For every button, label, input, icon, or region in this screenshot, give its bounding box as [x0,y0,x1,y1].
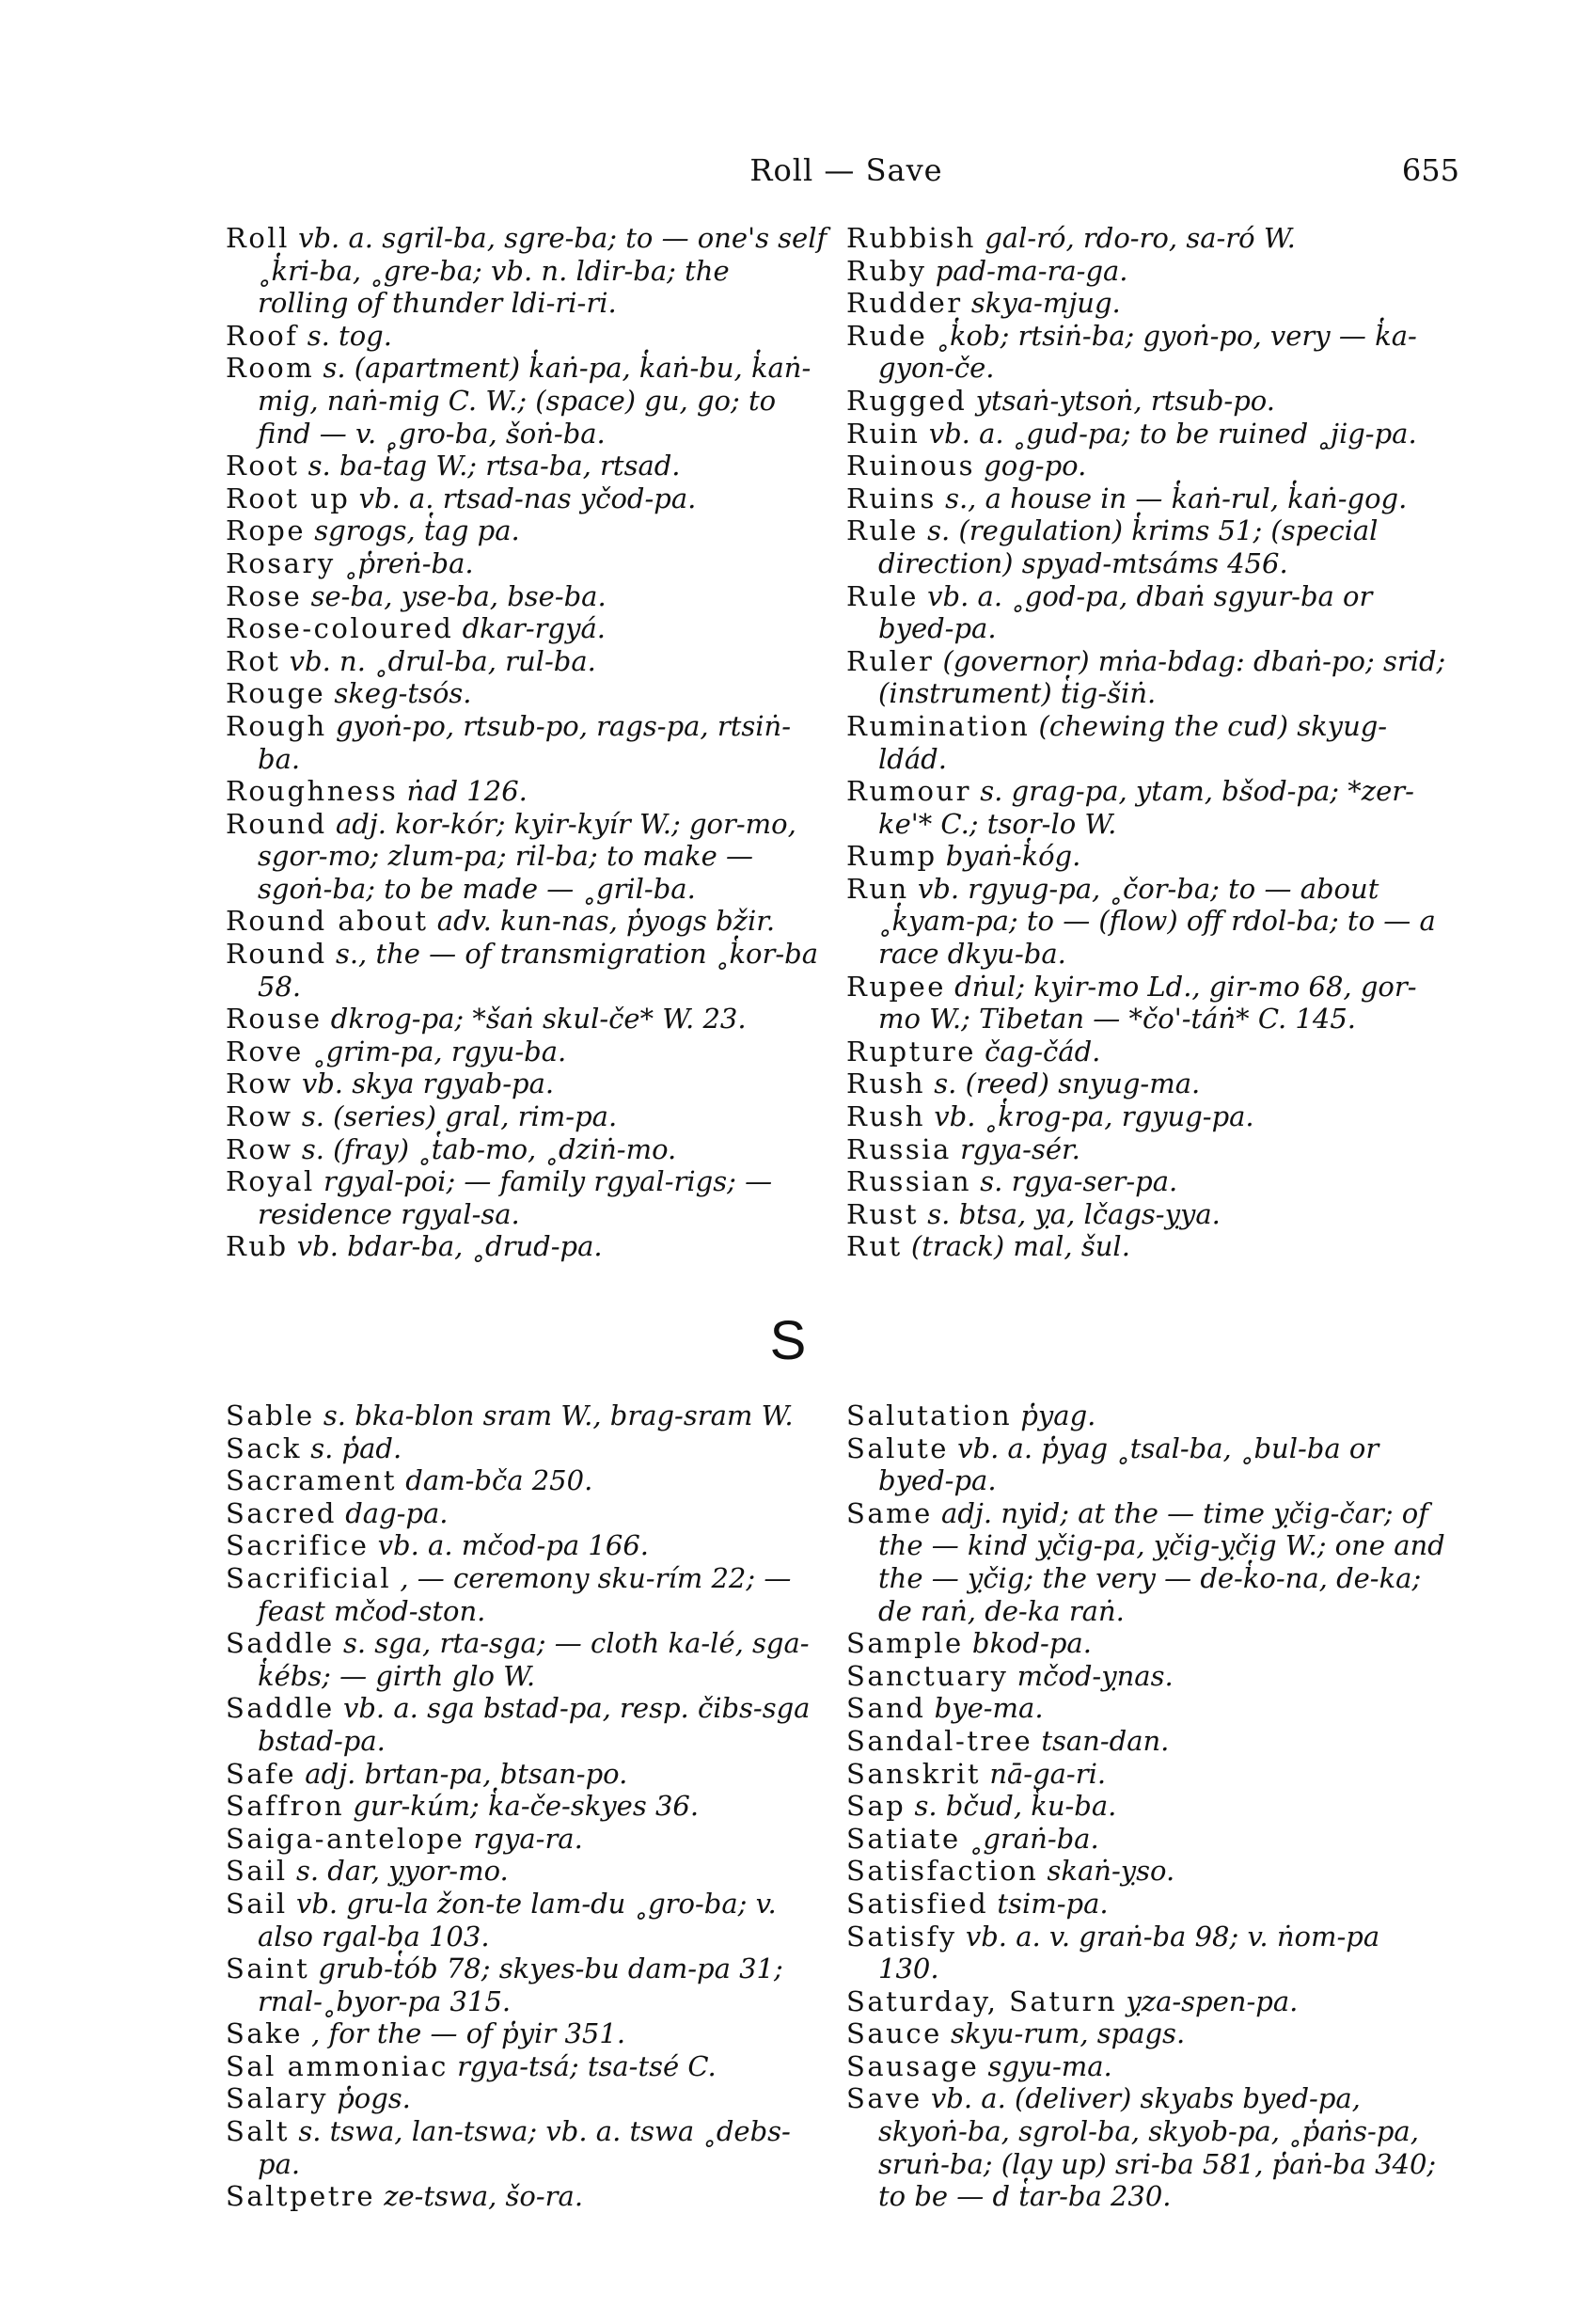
dictionary-entry [846,1165,1448,1198]
entry-definition: ˳grim-pa, rgyu-ba. [312,1035,567,1067]
entry-headword: Rose [226,579,303,612]
dictionary-entry [226,1036,827,1068]
dictionary-entry [226,1464,827,1497]
entry-definition: sgyu-ma. [987,2049,1112,2082]
column-top-right [846,222,1448,1263]
dictionary-entry [226,1165,827,1230]
entry-headword: Sacrifice [226,1529,370,1562]
entry-headword: Sanctuary [846,1659,1009,1692]
dictionary-entry [846,1100,1448,1133]
entry-headword: Satisfied [846,1887,989,1920]
dictionary-entry [226,580,827,613]
dictionary-entry [226,1952,827,2017]
dictionary-entry [226,450,827,482]
entry-headword: Salary [226,2082,328,2115]
entry-headword: Saturday, Saturn [846,1984,1118,2017]
dictionary-entry [846,2017,1448,2050]
entry-headword: Round [226,807,327,840]
entry-definition: tsim-pa. [997,1887,1109,1920]
entry-headword: Sap [846,1790,906,1823]
entry-definition: skeg-tsós. [334,677,472,710]
entry-definition: grub-t̔ób 78; skyes-bu dam-pa 31; rnal-˳byor-pa 315. [258,1952,783,2017]
dictionary-entry [226,1230,827,1263]
entry-definition: s. rgya-ser-pa. [980,1165,1178,1198]
dictionary-entry [226,514,827,547]
entry-definition: gur-kúm; k̔a-če-skyes 36. [353,1790,700,1823]
entry-definition: s. p̔ad. [310,1431,402,1464]
entry-headword: Row [226,1067,293,1100]
entry-definition: skya-mjug. [970,287,1121,320]
dictionary-entry [226,1003,827,1036]
entry-definition: gyoṅ-po, rtsub-po, rags-pa, rtsiṅ-ba. [258,709,792,775]
entry-headword: Rot [226,644,281,677]
entry-headword: Russian [846,1165,972,1198]
entry-headword: Sanskrit [846,1757,982,1790]
dictionary-entry [226,320,827,353]
entry-headword: Rubbish [846,222,976,254]
dictionary-entry [846,840,1448,873]
entry-definition: , for the — of p̔yir 351. [311,2017,626,2050]
entry-definition: adj. nyid; at the — time ỵčig-čar; of the — kind ỵčig-pa, ỵčig-ỵčig W.; one and the — ỵčig; the very — de-k̔o-na, de-ka; de raṅ, de-ka raṅ. [878,1496,1445,1627]
entry-definition: ytsaṅ-ytsoṅ, rtsub-po. [975,384,1275,417]
entry-definition: vb. skya rgyab-pa. [301,1067,555,1100]
entry-definition: tsan-dan. [1041,1724,1170,1757]
entry-definition: s. (fray) ˳t̔ab-mo, ˳dziṅ-mo. [301,1132,677,1165]
entry-headword: Satisfy [846,1920,957,1952]
dictionary-entry [226,775,827,808]
entry-definition: vb. bdar-ba, ˳drud-pa. [296,1230,603,1263]
dictionary-entry [226,1627,827,1692]
dictionary-entry [226,1823,827,1856]
dictionary-entry [226,2082,827,2115]
dictionary-entry [846,1133,1448,1166]
entry-headword: Rumour [846,775,972,808]
entry-headword: Salute [846,1431,949,1464]
entry-headword: Rule [846,514,919,547]
entry-definition: byaṅ-k̔óg. [945,840,1081,873]
dictionary-entry [226,1399,827,1432]
entry-headword: Row [226,1100,293,1133]
dictionary-entry [846,1692,1448,1725]
entry-definition: skaṅ-ỵso. [1047,1855,1175,1888]
entry-definition: pad-ma-ra-ga. [935,254,1128,287]
entry-headword: Rust [846,1197,920,1230]
dictionary-entry [226,2050,827,2083]
dictionary-entry [846,287,1448,320]
entry-headword: Sal ammoniac [226,2049,449,2082]
entry-headword: Ruby [846,254,927,287]
entry-definition: s. (reed) snyug-ma. [934,1067,1201,1100]
dictionary-entry [226,2180,827,2213]
entry-definition: sgrogs, t̔ag pa. [314,514,520,547]
entry-headword: Rush [846,1100,926,1133]
entry-headword: Rump [846,840,938,873]
dictionary-entry [846,1790,1448,1823]
entry-definition: s. sga, rta-sga; — cloth ka-lé, sga-k̔ébs; — girth glo W. [258,1627,810,1692]
entry-definition: mčod-ỵnas. [1017,1659,1174,1692]
dictionary-entry [846,710,1448,775]
dictionary-entry [846,222,1448,255]
entry-definition: adv. kun-nas, p̔yogs bžir. [436,905,776,938]
entry-headword: Sack [226,1431,302,1464]
entry-definition: s. tog. [307,319,392,352]
entry-headword: Sauce [846,2017,942,2050]
dictionary-entry [226,1432,827,1465]
entry-headword: Rough [226,709,327,742]
entry-definition: rgya-ra. [473,1822,583,1855]
dictionary-entry [846,1399,1448,1432]
entry-headword: Salt [226,2115,291,2148]
entry-definition: dkar-rgyá. [462,612,606,645]
dictionary-entry [226,2115,827,2180]
dictionary-entry [846,1198,1448,1231]
entry-headword: Rouge [226,677,326,710]
entry-definition: adj. brtan-pa, btsan-po. [305,1757,628,1790]
dictionary-entry [846,255,1448,288]
entry-definition: (track) mal, šul. [910,1230,1130,1263]
dictionary-entry [226,547,827,580]
entry-definition: ˳k̔ob; rtsiṅ-ba; gyoṅ-po, very — k̔a-gyon-če. [878,319,1417,385]
entry-headword: Saffron [226,1790,345,1823]
entry-definition: s. (apartment) k̔aṅ-pa, k̔aṅ-bu, k̔aṅ-mig, naṅ-mig C. W.; (space) gu, go; to find — v. ˳gro-ba, šoṅ-ba. [258,352,812,450]
entry-headword: Ruin [846,417,921,450]
dictionary-entry [226,938,827,1003]
entry-headword: Rose-coloured [226,612,454,645]
dictionary-entry [846,418,1448,451]
entry-headword: Row [226,1132,293,1165]
entry-headword: Ruinous [846,450,975,482]
entry-headword: Sand [846,1692,926,1725]
entry-definition: s. ba-t̔ag W.; rtsa-ba, rtsad. [307,450,681,482]
entry-definition: (chewing the cud) skyug-ldád. [878,709,1388,775]
entry-headword: Rugged [846,384,968,417]
dictionary-entry [846,645,1448,710]
dictionary-entry [226,2017,827,2050]
dictionary-entry [226,1067,827,1100]
dictionary-entry [846,1921,1448,1985]
dictionary-entry [846,1888,1448,1921]
entry-headword: Rule [846,579,919,612]
entry-headword: Root [226,450,300,482]
entry-headword: Safe [226,1757,297,1790]
entry-headword: Sail [226,1855,288,1888]
entry-headword: Round [226,938,327,971]
entry-definition: s. bka-blon sram W., brag-sram W. [323,1399,794,1431]
dictionary-entry [846,1036,1448,1068]
entry-definition: se-ba, yse-ba, bse-ba. [310,579,607,612]
dictionary-entry [226,1855,827,1888]
dictionary-entry [226,645,827,678]
entry-headword: Ruins [846,482,937,514]
dictionary-entry [846,1985,1448,2018]
entry-headword: Saddle [226,1692,335,1725]
running-title: Roll — Save [749,152,943,188]
dictionary-entry [226,710,827,775]
entry-definition: vb. a. (deliver) skyabs byed-pa, skyoṅ-ba, sgrol-ba, skyob-pa, ˳p̔aṅs-pa, sruṅ-ba; (lay up) sri-ba 581, p̔aṅ-ba 340; to be — d t̔ar-ba 230. [878,2082,1437,2213]
entry-headword: Rut [846,1230,903,1263]
entry-headword: Rush [846,1067,926,1100]
entry-definition: s. (series) gral, rim-pa. [301,1100,618,1133]
dictionary-entry [846,514,1448,579]
entry-definition: vb. a. rtsad-nas yčod-pa. [358,482,697,514]
entry-definition: vb. a. mčod-pa 166. [377,1529,649,1562]
entry-definition: adj. kor-kór; kyir-kyír W.; gor-mo, sgor-mo; zlum-pa; ril-ba; to make — sgoṅ-ba; to be made — ˳gril-ba. [258,807,796,905]
dictionary-entry [226,222,827,320]
entry-definition: dṅul; kyir-mo Ld., gir-mo 68, gor-mo W.; Tibetan — *čo'-táṅ* C. 145. [878,970,1417,1036]
dictionary-entry [226,1133,827,1166]
entry-definition: rgyal-poi; — family rgyal-rigs; — residence rgyal-sa. [258,1165,773,1230]
entry-headword: Rupee [846,970,946,1003]
dictionary-entry [846,1758,1448,1791]
dictionary-entry [226,1692,827,1757]
dictionary-entry [846,1725,1448,1758]
entry-headword: Sample [846,1627,964,1660]
entry-headword: Sail [226,1887,288,1920]
entry-definition: ze-tswa, šo-ra. [384,2180,584,2213]
dictionary-entry [226,612,827,645]
column-bottom-left [226,1399,827,2213]
entry-headword: Sake [226,2017,303,2050]
entry-headword: Same [846,1496,933,1529]
entry-headword: Sandal-tree [846,1724,1033,1757]
entry-headword: Root up [226,482,351,514]
entry-definition: bkod-pa. [971,1627,1092,1660]
dictionary-entry [846,971,1448,1036]
entry-definition: dam-bča 250. [405,1464,593,1497]
entry-definition: vb. a. sga bstad-pa, resp. čibs-sga bstad-pa. [258,1692,811,1757]
entry-headword: Saint [226,1952,310,1985]
column-top-left [226,222,827,1263]
dictionary-entry [846,2050,1448,2083]
entry-definition: ỵza-spen-pa. [1126,1984,1299,2017]
entry-definition: dag-pa. [345,1496,449,1529]
entry-definition: s., the — of transmigration ˳k̔or-ba 58. [258,938,819,1003]
dictionary-entry [846,385,1448,418]
dictionary-entry [846,1432,1448,1497]
entry-definition: gog-po. [984,450,1087,482]
entry-headword: Ruler [846,644,935,677]
entry-headword: Rope [226,514,307,547]
entry-definition: vb. gru-la žon-te lam-du ˳gro-ba; v. also rgal-ba 103. [258,1887,777,1952]
entry-headword: Saiga-antelope [226,1822,465,1855]
entry-headword: Room [226,352,315,385]
entry-definition: (governor) mṅa-bdag: dbaṅ-po; srid; (instrument) t̔ig-šiṅ. [878,644,1446,710]
page-number: 655 [1401,152,1459,188]
entry-definition: , — ceremony sku-rím 22; — feast mčod-ston. [258,1561,792,1627]
entry-definition: ṅad 126. [406,775,528,808]
entry-definition: vb. ˳k̔rog-pa, rgyug-pa. [934,1100,1254,1133]
entry-definition: čag-čád. [985,1035,1101,1067]
entry-definition: vb. n. ˳drul-ba, rul-ba. [289,644,596,677]
section-letter: S [769,1310,807,1371]
entry-definition: vb. a. ˳gud-pa; to be ruined ˳jig-pa. [928,417,1417,450]
entry-definition: vb. rgyug-pa, ˳čor-ba; to — about ˳k̔yam-pa; to — (flow) off rdol-ba; to — a race dkyu-ba. [878,872,1436,971]
entry-headword: Rub [226,1230,289,1263]
entry-headword: Satisfaction [846,1855,1039,1888]
entry-definition: skyu-rum, spags. [950,2017,1186,2050]
dictionary-entry [226,482,827,515]
entry-definition: s. grag-pa, ytam, bšod-pa; *zer-ke'* C.; tsor-lo W. [878,775,1414,840]
entry-headword: Sable [226,1399,315,1431]
dictionary-entry [226,1758,827,1791]
entry-headword: Rupture [846,1035,976,1067]
entry-headword: Salutation [846,1399,1013,1431]
dictionary-entry [846,1855,1448,1888]
entry-definition: s. bčud, k̔u-ba. [914,1790,1117,1823]
dictionary-entry [226,1100,827,1133]
entry-headword: Sacrament [226,1464,398,1497]
entry-definition: rgya-tsá; tsa-tsé C. [457,2049,717,2082]
entry-definition: s. tswa, lan-tswa; vb. a. tswa ˳debs-pa. [258,2115,791,2180]
entry-definition: dkrog-pa; *šaṅ skul-če* W. 23. [330,1003,747,1036]
dictionary-entry [226,1529,827,1562]
dictionary-entry [846,1230,1448,1263]
dictionary-entry [226,1790,827,1823]
entry-headword: Satiate [846,1822,961,1855]
dictionary-entry [846,1823,1448,1856]
entry-headword: Sacred [226,1496,337,1529]
column-bottom-right [846,1399,1448,2213]
dictionary-entry [846,1497,1448,1627]
entry-headword: Rouse [226,1003,323,1036]
entry-headword: Round about [226,905,429,938]
dictionary-entry [846,1660,1448,1693]
entry-definition: s. dar, ỵyor-mo. [295,1855,509,1888]
entry-definition: vb. a. p̔yag ˳tsal-ba, ˳bul-ba or byed-pa. [878,1431,1379,1497]
entry-headword: Rude [846,319,928,352]
dictionary-entry [846,320,1448,385]
entry-definition: vb. a. v. graṅ-ba 98; v. ṅom-pa 130. [878,1920,1380,1985]
dictionary-entry [226,905,827,938]
entry-definition: bye-ma. [934,1692,1044,1725]
entry-headword: Saddle [226,1627,335,1660]
dictionary-entry [846,775,1448,840]
entry-headword: Russia [846,1132,952,1165]
entry-definition: s., a house in — k̔aṅ-rul, k̔aṅ-gog. [945,482,1408,514]
entry-definition: s. btsa, ỵa, lčags-ỵya. [927,1197,1221,1230]
entry-definition: p̔yag. [1020,1399,1096,1431]
dictionary-entry [226,808,827,906]
entry-definition: p̔ogs. [337,2082,411,2115]
entry-definition: gal-ró, rdo-ro, sa-ró W. [985,222,1296,254]
entry-definition: vb. a. ˳god-pa, dbaṅ sgyur-ba or byed-pa. [878,579,1373,645]
entry-headword: Sacrificial [226,1561,392,1594]
dictionary-entry [846,450,1448,482]
dictionary-entry [226,1562,827,1627]
entry-definition: ˳graṅ-ba. [969,1822,1099,1855]
dictionary-entry [846,873,1448,971]
entry-headword: Rosary [226,546,336,579]
entry-headword: Rove [226,1035,304,1067]
dictionary-entry [226,1888,827,1952]
dictionary-entry [846,482,1448,515]
dictionary-entry [226,352,827,450]
entry-definition: nā-ga-ri. [989,1757,1107,1790]
dictionary-entry [226,1497,827,1530]
entry-headword: Roof [226,319,299,352]
dictionary-entry [846,1067,1448,1100]
dictionary-entry [846,2082,1448,2212]
entry-headword: Run [846,872,909,905]
entry-definition: vb. a. sgril-ba, sgre-ba; to — one's self ˳k̔ri-ba, ˳gre-ba; vb. n. ldir-ba; the rolling of thunder ldi-ri-ri. [258,222,827,320]
running-header [226,152,1467,190]
entry-definition: rgya-sér. [960,1132,1080,1165]
entry-definition: ˳p̔reṅ-ba. [343,546,474,579]
entry-headword: Rumination [846,709,1031,742]
entry-headword: Rudder [846,287,963,320]
entry-headword: Roll [226,222,290,254]
dictionary-entry [846,580,1448,645]
entry-headword: Saltpetre [226,2180,375,2213]
dictionary-entry [226,677,827,710]
entry-headword: Royal [226,1165,315,1198]
entry-headword: Roughness [226,775,399,808]
dictionary-entry [846,1627,1448,1660]
entry-definition: s. (regulation) k̔rims 51; (special direction) spyad-mtsáms 456. [878,514,1379,579]
entry-headword: Sausage [846,2049,980,2082]
entry-headword: Save [846,2082,922,2115]
